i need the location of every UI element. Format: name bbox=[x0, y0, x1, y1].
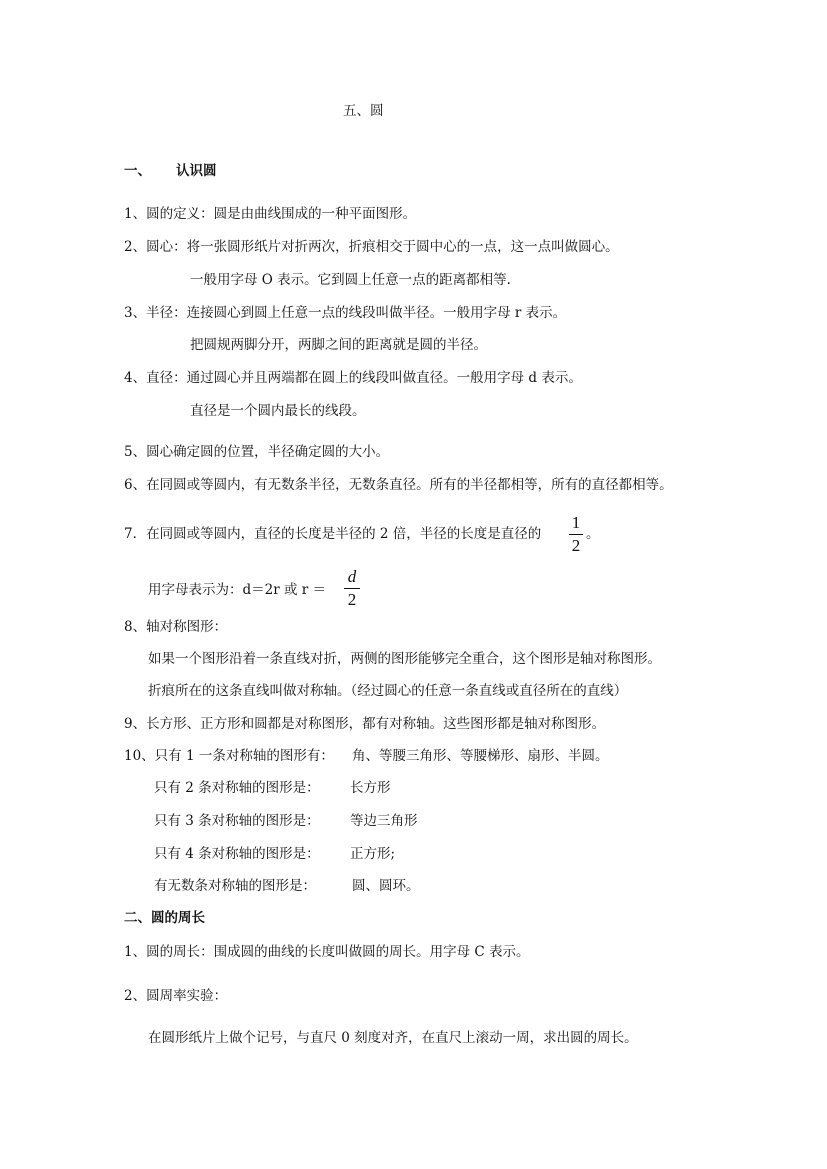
fraction-numerator: d bbox=[347, 567, 357, 586]
item-2: 2、圆心：将一张圆形纸片对折两次，折痕相交于圆中心的一点，这一点叫做圆心。 bbox=[124, 239, 619, 255]
axis-count-label: 只有 2 条对称轴的图形是： bbox=[154, 780, 320, 796]
section1-heading-number: 一、 bbox=[124, 163, 151, 179]
item-7-end: 。 bbox=[586, 526, 600, 542]
circumference-item-1: 1、圆的周长：围成圆的曲线的长度叫做圆的周长。用字母 C 表示。 bbox=[124, 944, 530, 960]
section1-heading: 认识圆 bbox=[176, 163, 217, 179]
item-5: 5、圆心确定圆的位置，半径确定圆的大小。 bbox=[124, 444, 390, 460]
item-9: 9、长方形、正方形和圆都是对称图形，都有对称轴。这些图形都是轴对称图形。 bbox=[124, 716, 606, 732]
item-4-continued: 直径是一个圆内最长的线段。 bbox=[190, 403, 366, 419]
axis-count-label: 只有 3 条对称轴的图形是： bbox=[154, 813, 320, 829]
axis-count-label: 只有 4 条对称轴的图形是： bbox=[154, 846, 320, 862]
axis-count-value: 长方形 bbox=[350, 780, 391, 796]
axis-count-value: 等边三角形 bbox=[350, 813, 418, 829]
fraction-denominator: 2 bbox=[347, 590, 357, 609]
axis-count-label: 有无数条对称轴的图形是： bbox=[154, 878, 316, 894]
fraction-bar bbox=[344, 588, 360, 589]
section2-heading: 二、圆的周长 bbox=[124, 910, 205, 926]
item-10-value: 角、等腰三角形、等腰梯形、扇形、半圆。 bbox=[352, 748, 609, 764]
item-3: 3、半径：连接圆心到圆上任意一点的线段叫做半径。一般用字母 r 表示。 bbox=[124, 305, 567, 321]
fraction-numerator: 1 bbox=[571, 513, 581, 532]
fraction-denominator: 2 bbox=[571, 536, 581, 555]
item-8: 8、轴对称图形： bbox=[124, 619, 228, 635]
circumference-experiment: 在圆形纸片上做个记号，与直尺 0 刻度对齐，在直尺上滚动一周，求出圆的周长。 bbox=[148, 1030, 638, 1046]
item-2-continued: 一般用字母 O 表示。它到圆上任意一点的距离都相等. bbox=[190, 272, 511, 288]
fraction-one-half bbox=[569, 513, 583, 556]
fraction-d-over-2 bbox=[344, 567, 360, 610]
item-3-continued: 把圆规两脚分开，两脚之间的距离就是圆的半径。 bbox=[190, 337, 487, 353]
circumference-item-2: 2、圆周率实验： bbox=[124, 988, 228, 1004]
item-7-formula: 用字母表示为：d＝2r 或 r ＝ bbox=[148, 582, 327, 598]
item-8-definition: 如果一个图形沿着一条直线对折，两侧的图形能够完全重合，这个图形是轴对称图形。 bbox=[148, 651, 661, 667]
item-4: 4、直径：通过圆心并且两端都在圆上的线段叫做直径。一般用字母 d 表示。 bbox=[124, 370, 582, 386]
item-6: 6、在同圆或等圆内，有无数条半径，无数条直径。所有的半径都相等，所有的直径都相等。 bbox=[124, 477, 673, 493]
item-1: 1、圆的定义：圆是由曲线围成的一种平面图形。 bbox=[124, 206, 417, 222]
item-10-label: 10、只有 1 一条对称轴的图形有： bbox=[124, 748, 334, 764]
axis-count-value: 圆、圆环。 bbox=[352, 878, 420, 894]
fraction-bar bbox=[569, 534, 583, 535]
axis-count-value: 正方形; bbox=[350, 846, 396, 862]
page-title: 五、圆 bbox=[343, 103, 384, 119]
item-8-axis: 折痕所在的这条直线叫做对称轴。（经过圆心的任意一条直线或直径所在的直线） bbox=[148, 683, 628, 699]
item-7: 7．在同圆或等圆内，直径的长度是半径的 2 倍，半径的长度是直径的 bbox=[124, 526, 542, 542]
